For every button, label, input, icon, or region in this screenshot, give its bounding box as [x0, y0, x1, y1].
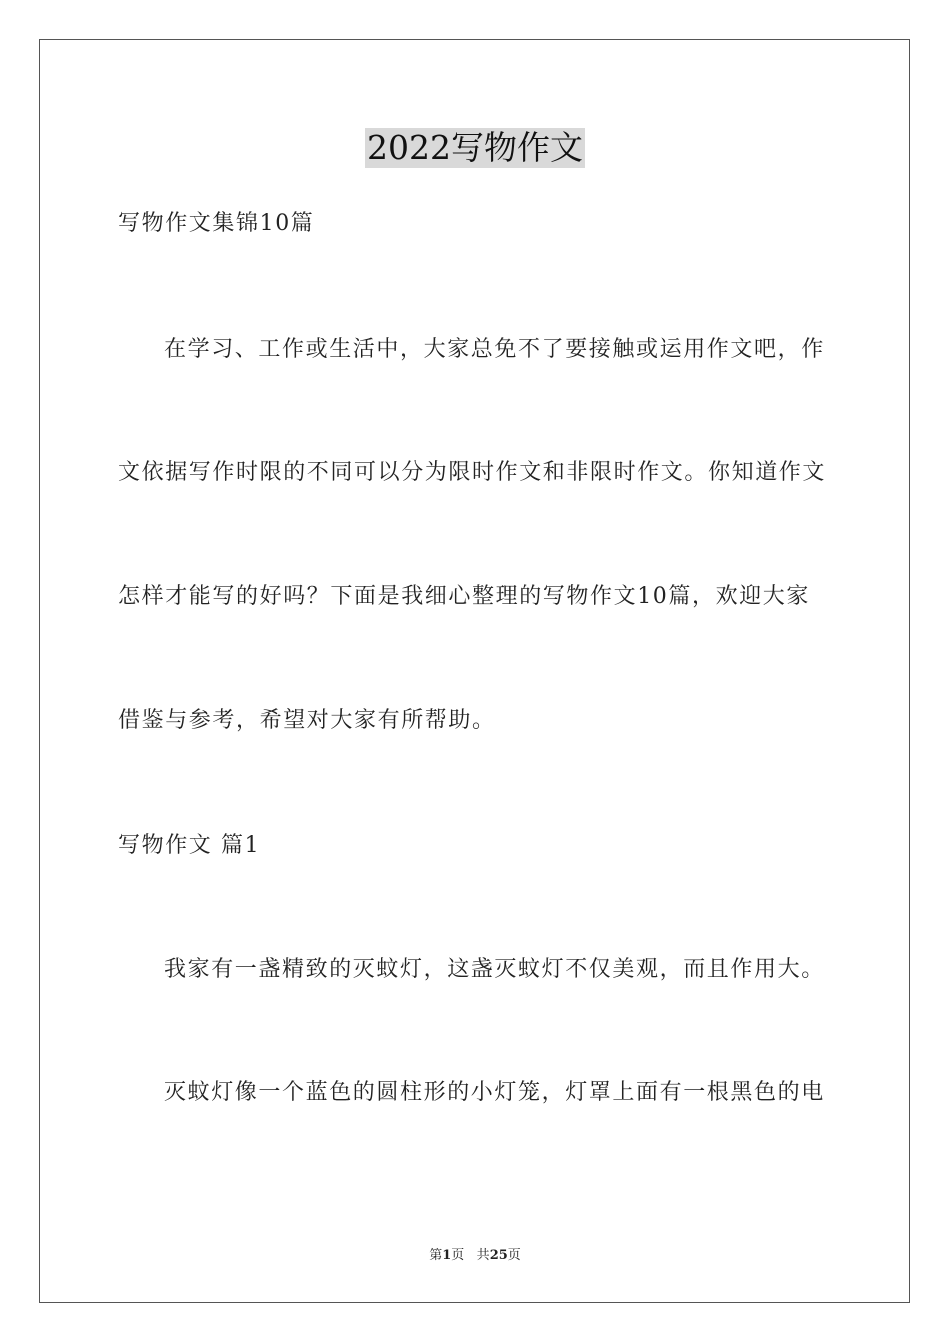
body-line-2: 灭蚊灯像一个蓝色的圆柱形的小灯笼，灯罩上面有一根黑色的电	[164, 1080, 825, 1105]
intro-line-4: 借鉴与参考，希望对大家有所帮助。	[118, 708, 496, 733]
footer-total-pages: 25	[489, 1248, 508, 1263]
intro-line-2: 文依据写作时限的不同可以分为限时作文和非限时作文。你知道作文	[118, 460, 827, 485]
page-footer	[0, 1247, 950, 1265]
body-line-1: 我家有一盏精致的灭蚊灯，这盏灭蚊灯不仅美观，而且作用大。	[164, 957, 825, 982]
intro-line-1: 在学习、工作或生活中，大家总免不了要接触或运用作文吧，作	[164, 337, 825, 362]
footer-total-prefix: 共	[476, 1248, 490, 1263]
footer-page-suffix: 页	[451, 1248, 465, 1263]
footer-total-suffix: 页	[507, 1248, 521, 1263]
footer-prefix: 第	[429, 1248, 443, 1263]
title-container	[0, 128, 950, 168]
document-title: 2022写物作文	[367, 128, 583, 167]
document-subtitle: 写物作文集锦10篇	[118, 211, 315, 236]
intro-line-3: 怎样才能写的好吗？下面是我细心整理的写物作文10篇，欢迎大家	[118, 584, 810, 609]
footer-page-number: 1	[442, 1248, 452, 1263]
section-heading: 写物作文 篇1	[118, 833, 261, 858]
